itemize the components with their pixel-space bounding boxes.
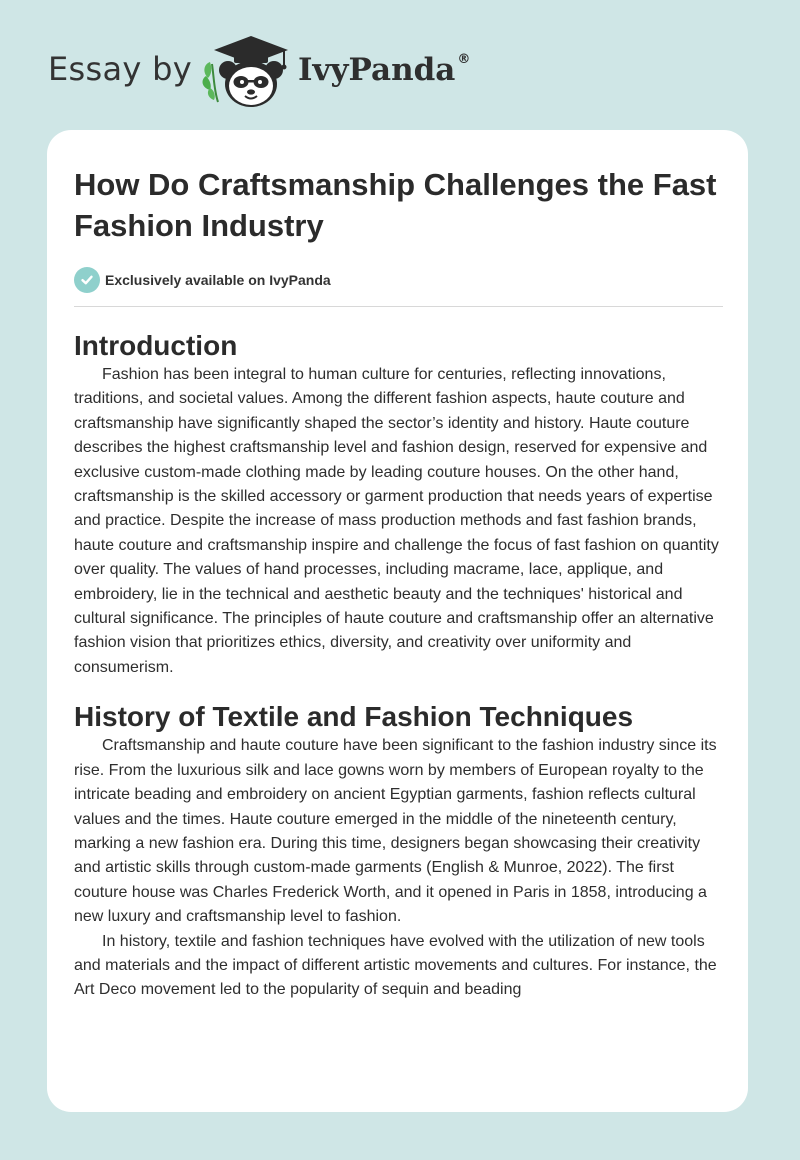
brand-prefix: Essay by xyxy=(48,50,192,88)
paragraph: Craftsmanship and haute couture have been significant to the fashion industry since its rise. From the luxurious silk and lace gowns worn by members of European royalty to the intricate beading and embroidery on ancient Egyptian garments, fashion reflects cultural values and the times. Haute couture emerged in the middle of the nineteenth century, marking a new fashion era. During this time, designers began showcasing their creativity and artistic skills through custom-made garments (English & Munroe, 2022). The first couture house was Charles Frederick Worth, and it opened in Paris in 1858, introducing a new luxury and craftsmanship level to fashion. xyxy=(74,737,717,926)
check-icon xyxy=(74,267,100,293)
essay-card xyxy=(47,130,748,1112)
section-heading-history: History of Textile and Fashion Techniques xyxy=(74,701,634,733)
divider xyxy=(74,306,723,307)
paragraph: Fashion has been integral to human culture for centuries, reflecting innovations, traditions, and societal values. Among the different fashion aspects, haute couture and craftsmanship have significantly shaped the sector’s identity and history. Haute couture describes the highest craftsmanship level and fashion design, reserved for expensive and exclusive custom-made clothing made by leading couture houses. On the other hand, craftsmanship is the skilled accessory or garment production that needs years of expertise and practice. Despite the increase of mass production methods and fast fashion brands, haute couture and craftsmanship inspire and challenge the focus of fast fashion on quantity over quality. The values of hand processes, including macrame, lace, applique, and embroidery, lie in the technical and aesthetic beauty and the techniques' historical and cultural significance. The principles of haute couture and craftsmanship offer an alternative fashion vision that prioritizes ethics, diversity, and creativity over uniformity and consumerism. xyxy=(74,366,719,676)
panda-graduate-icon xyxy=(200,34,300,110)
page-title: How Do Craftsmanship Challenges the Fast Fashion Industry xyxy=(74,167,717,243)
registered-mark: ® xyxy=(457,52,471,67)
exclusive-label: Exclusively available on IvyPanda xyxy=(105,272,331,288)
site-brand[interactable] xyxy=(48,34,508,114)
section-heading-introduction: Introduction xyxy=(74,330,238,361)
brand-name: IvyPanda ® xyxy=(298,52,471,88)
exclusive-badge xyxy=(74,266,723,294)
paragraph: In history, textile and fashion techniques have evolved with the utilization of new tools and materials and the impact of different artistic movements and cultures. For instance, the Art Deco movement led to the popularity of sequin and beading xyxy=(74,932,717,999)
